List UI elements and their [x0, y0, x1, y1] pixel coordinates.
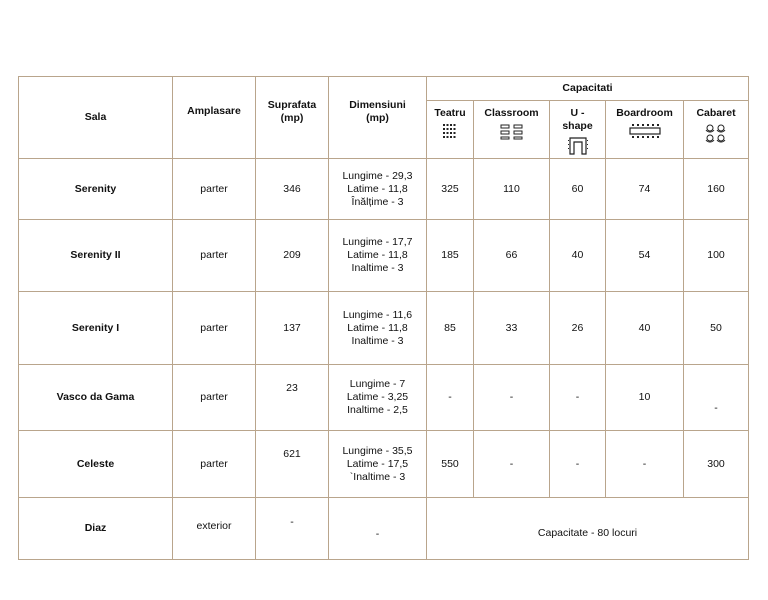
dim-length: Lungime - 7	[349, 378, 406, 390]
theater-seating-icon	[442, 123, 458, 141]
halls-capacity-table	[18, 76, 749, 560]
cap-teatru: 85	[427, 292, 474, 365]
cap-ushape: 60	[550, 159, 606, 220]
boardroom-table-icon	[627, 123, 663, 139]
u-shape-seating-icon	[567, 136, 589, 156]
cap-teatru: 550	[427, 431, 474, 498]
dim-width: Latime - 11,8	[347, 249, 408, 261]
dim-height: Inaltime - 3	[351, 262, 404, 274]
hall-name: Serenity II	[19, 220, 173, 292]
hall-location: parter	[173, 431, 256, 498]
dim-width: Latime - 11,8	[347, 182, 408, 195]
dim-length: Lungime - 17,7	[342, 236, 413, 248]
hall-dimensions: -	[329, 498, 427, 560]
hall-area: 346	[256, 159, 329, 220]
header-cabaret-label: Cabaret	[696, 107, 736, 119]
hall-area: 137	[256, 292, 329, 365]
cap-teatru: -	[427, 365, 474, 431]
header-suprafata-unit: (mp)	[280, 112, 304, 124]
cap-classroom: 33	[474, 292, 550, 365]
hall-location: parter	[173, 220, 256, 292]
header-classroom-label: Classroom	[484, 107, 539, 119]
header-ushape-label: U - shape	[562, 107, 593, 132]
cap-cabaret: -	[684, 365, 749, 431]
cap-cabaret: 100	[684, 220, 749, 292]
header-dimensiuni-label: Dimensiuni	[349, 99, 406, 111]
cap-ushape: -	[550, 365, 606, 431]
cap-teatru: 325	[427, 159, 474, 220]
hall-location: parter	[173, 292, 256, 365]
table-row	[19, 431, 749, 498]
header-ushape	[550, 101, 606, 159]
hall-name: Celeste	[19, 431, 173, 498]
hall-name: Serenity I	[19, 292, 173, 365]
hall-name: Serenity	[19, 159, 173, 220]
header-capacitati: Capacitati	[427, 77, 749, 101]
hall-dimensions	[329, 292, 427, 365]
cap-boardroom: -	[606, 431, 684, 498]
header-dimensiuni	[329, 77, 427, 159]
cap-ushape: -	[550, 431, 606, 498]
classroom-seating-icon	[499, 123, 525, 141]
cap-teatru: 185	[427, 220, 474, 292]
hall-dimensions	[329, 431, 427, 498]
header-classroom	[474, 101, 550, 159]
cap-cabaret: 300	[684, 431, 749, 498]
hall-name: Vasco da Gama	[19, 365, 173, 431]
cap-ushape: 40	[550, 220, 606, 292]
cap-boardroom: 54	[606, 220, 684, 292]
hall-location: parter	[173, 365, 256, 431]
dim-height: Înălțime - 3	[351, 195, 404, 208]
header-teatru-label: Teatru	[434, 107, 466, 119]
header-suprafata-label: Suprafata	[267, 99, 317, 111]
header-sala: Sala	[19, 77, 173, 159]
hall-dimensions	[329, 365, 427, 431]
hall-area: 23	[256, 365, 329, 431]
table-row	[19, 159, 749, 220]
table-row	[19, 365, 749, 431]
header-dimensiuni-unit: (mp)	[366, 112, 389, 124]
hall-area: -	[256, 498, 329, 560]
header-boardroom	[606, 101, 684, 159]
table-row	[19, 220, 749, 292]
dim-length: Lungime - 29,3	[342, 169, 413, 182]
cap-classroom: -	[474, 431, 550, 498]
cabaret-tables-icon	[704, 123, 728, 143]
cap-classroom: -	[474, 365, 550, 431]
header-amplasare: Amplasare	[173, 77, 256, 159]
hall-dimensions	[329, 159, 427, 220]
dim-length: Lungime - 35,5	[342, 444, 413, 457]
cap-boardroom: 40	[606, 292, 684, 365]
hall-location: parter	[173, 159, 256, 220]
hall-name: Diaz	[19, 498, 173, 560]
hall-dimensions	[329, 220, 427, 292]
dim-length: Lungime - 11,6	[342, 308, 413, 321]
header-cabaret	[684, 101, 749, 159]
dim-height: Inaltime - 2,5	[347, 404, 408, 416]
cap-cabaret: 160	[684, 159, 749, 220]
table-row	[19, 498, 749, 560]
dim-height: Inaltime - 3	[351, 334, 404, 347]
dim-width: Latime - 3,25	[346, 391, 409, 403]
cap-classroom: 66	[474, 220, 550, 292]
cap-cabaret: 50	[684, 292, 749, 365]
cap-boardroom: 74	[606, 159, 684, 220]
cap-classroom: 110	[474, 159, 550, 220]
dim-width: Latime - 17,5	[346, 457, 409, 470]
diaz-capacity: Capacitate - 80 locuri	[427, 498, 749, 560]
header-teatru	[427, 101, 474, 159]
dim-width: Latime - 11,8	[347, 321, 408, 334]
hall-area: 621	[256, 431, 329, 498]
dim-height: `Inaltime - 3	[349, 470, 406, 483]
hall-location: exterior	[173, 498, 256, 560]
hall-area: 209	[256, 220, 329, 292]
header-suprafata	[256, 77, 329, 159]
header-boardroom-label: Boardroom	[616, 107, 673, 119]
table-row	[19, 292, 749, 365]
cap-ushape: 26	[550, 292, 606, 365]
cap-boardroom: 10	[606, 365, 684, 431]
